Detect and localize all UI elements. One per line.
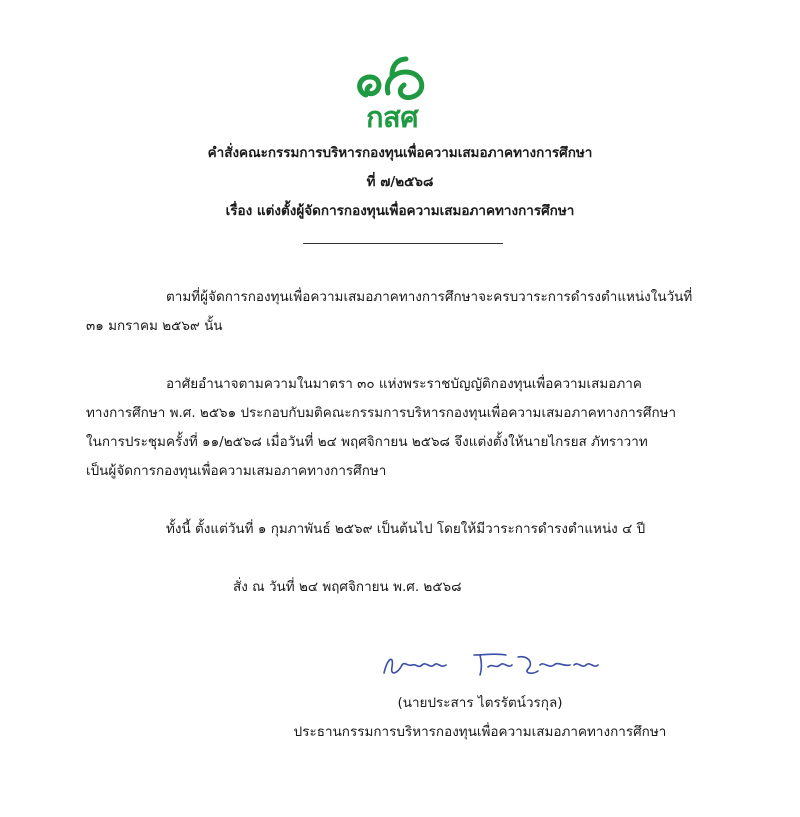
order-number: ที่ ๗/๒๕๖๘ bbox=[366, 174, 434, 190]
order-date: สั่ง ณ วันที่ ๒๔ พฤศจิกายน พ.ศ. ๒๕๖๘ bbox=[233, 579, 462, 595]
handwritten-signature bbox=[378, 643, 608, 685]
signatory-position: ประธานกรรมการบริหารกองทุนเพื่อความเสมอภาคทางการศึกษา bbox=[293, 724, 667, 740]
paragraph-3-line-1: ทั้งนี้ ตั้งแต่วันที่ ๑ กุมภาพันธ์ ๒๕๖๙ เป็นต้นไป โดยให้มีวาระการดำรงตำแหน่ง ๔ ปี bbox=[166, 521, 646, 537]
paragraph-1-line-1: ตามที่ผู้จัดการกองทุนเพื่อความเสมอภาคทางการศึกษาจะครบวาระการดำรงตำแหน่งในวันที่ bbox=[166, 289, 693, 305]
order-subject: เรื่อง แต่งตั้งผู้จัดการกองทุนเพื่อความเสมอภาคทางการศึกษา bbox=[225, 203, 575, 219]
signatory-name: (นายประสาร ไตรรัตน์วรกุล) bbox=[397, 695, 563, 711]
header-divider bbox=[303, 243, 503, 244]
order-title: คำสั่งคณะกรรมการบริหารกองทุนเพื่อความเสมอภาคทางการศึกษา bbox=[207, 145, 593, 161]
paragraph-2-line-3: ในการประชุมครั้งที่ ๑๑/๒๕๖๘ เมื่อวันที่ ๒๔ พฤศจิกายน ๒๕๖๘ จึงแต่งตั้งให้นายไกรยส ภัทราวาท bbox=[86, 434, 648, 450]
paragraph-2-line-2: ทางการศึกษา พ.ศ. ๒๕๖๑ ประกอบกับมติคณะกรรมการบริหารกองทุนเพื่อความเสมอภาคทางการศึกษา bbox=[86, 405, 677, 421]
paragraph-2-line-4: เป็นผู้จัดการกองทุนเพื่อความเสมอภาคทางการศึกษา bbox=[86, 463, 387, 479]
logo-emblem-icon bbox=[352, 55, 438, 105]
logo-text: กสศ bbox=[366, 100, 419, 134]
paragraph-1-line-2: ๓๑ มกราคม ๒๕๖๙ นั้น bbox=[86, 318, 223, 334]
paragraph-2-line-1: อาศัยอำนาจตามความในมาตรา ๓๐ แห่งพระราชบัญญัติกองทุนเพื่อความเสมอภาค bbox=[166, 376, 642, 392]
